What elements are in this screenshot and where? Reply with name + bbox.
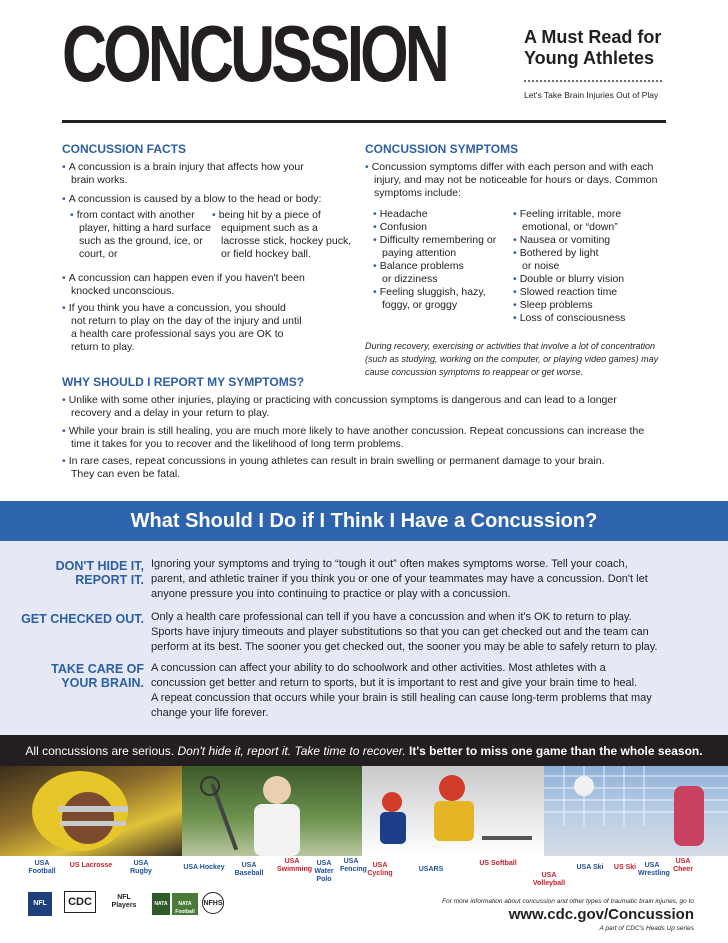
- row-text-brain-4: change your life forever.: [151, 707, 269, 719]
- row-text-report: [151, 557, 681, 602]
- fact-sub-right-3: lacrosse stick, hockey puck,: [221, 235, 352, 247]
- fact-sub-right-4: or field hockey ball.: [221, 248, 311, 260]
- symptom-item-cont: or dizziness: [382, 273, 438, 285]
- logo-usa-volleyball: USA Volleyball: [532, 872, 566, 887]
- why-bullet-3: [62, 455, 682, 481]
- logo-usa-ski: USA Ski: [576, 864, 604, 871]
- row-label-brain-2: YOUR BRAIN.: [61, 676, 144, 690]
- logo-usa-baseball: USA Baseball: [234, 862, 264, 877]
- row-text-brain: [151, 661, 681, 721]
- footer-series: A part of CDC's Heads Up series: [599, 925, 694, 932]
- logo-nfl-players: NFL Players: [111, 894, 137, 909]
- symptom-item-cont: or noise: [522, 260, 560, 272]
- volleyball-photo: [544, 766, 728, 856]
- symptom-item: • Feeling irritable, more: [513, 208, 678, 221]
- fact-sub-right-1: being hit by a piece of: [218, 209, 321, 221]
- row-text-brain-2: concussion get better and return to sports, but it is important to rest and give your brain time to heal.: [151, 677, 638, 689]
- symptom-item-cont: foggy, or groggy: [382, 299, 458, 311]
- fact-3-line-2: knocked unconscious.: [71, 285, 175, 297]
- fact-sub-right: [212, 209, 362, 261]
- symptom-item: • Balance problems: [373, 260, 513, 273]
- symptom-item-cont: emotional, or “down”: [522, 221, 618, 233]
- row-label-brain-1: TAKE CARE OF: [51, 662, 144, 676]
- symptom-item-cont: paying attention: [382, 247, 457, 259]
- fact-sub-left-4: court, or: [79, 248, 118, 260]
- tagline: Let's Take Brain Injuries Out of Play: [524, 90, 659, 100]
- footer-url[interactable]: www.cdc.gov/Concussion: [508, 906, 694, 923]
- header-rule: [62, 120, 666, 123]
- row-text-brain-1: A concussion can affect your ability to do schoolwork and other activities. Most athletes with a: [151, 662, 606, 674]
- symptoms-heading: CONCUSSION SYMPTOMS: [365, 142, 519, 156]
- symptoms-intro: [365, 161, 675, 200]
- recovery-note-2: (such as studying, working on the computer, or playing video games) may: [365, 354, 659, 364]
- logo-nfhs: NFHS: [202, 892, 224, 914]
- slogan-bar: [0, 735, 728, 766]
- subtitle: [524, 27, 661, 69]
- recovery-note-3: cause concussion symptoms to reappear or get worse.: [365, 367, 584, 377]
- row-label-report-2: REPORT IT.: [75, 573, 144, 587]
- logo-usa-rugby: USA Rugby: [130, 860, 152, 875]
- row-text-report-2: parent, and athletic trainer if you think you or one of your teammates may have a concussion. Don't let: [151, 573, 648, 585]
- symptoms-intro-2: injury, and may not be noticeable for hours or days. Common: [374, 174, 658, 186]
- fact-4-line-4: return to play.: [71, 341, 135, 353]
- fact-1-line-2: brain works.: [71, 174, 128, 186]
- symptoms-intro-1: Concussion symptoms differ with each person and with each: [371, 161, 654, 173]
- row-text-checked-2: Sports have injury timeouts and player substitutions so that you can get checked out and the team can: [151, 626, 649, 638]
- fact-sub-left-3: such as the ground, ice, or: [79, 235, 203, 247]
- hockey-photo: [362, 766, 544, 856]
- slogan-part-2: Don't hide it, report it. Take time to recover.: [177, 744, 406, 758]
- lacrosse-photo: [182, 766, 362, 856]
- page-title: CONCUSSION: [62, 9, 446, 98]
- why-3-line-1: In rare cases, repeat concussions in young athletes can result in brain swelling or permanent damage to your brain.: [68, 455, 605, 467]
- symptom-item: • Feeling sluggish, hazy,: [373, 286, 513, 299]
- slogan-part-3: It's better to miss one game than the whole season.: [405, 744, 703, 758]
- logo-nata: NATA: [152, 893, 170, 915]
- fact-3-line-1: A concussion can happen even if you haven't been: [68, 272, 305, 284]
- why-1-line-1: Unlike with some other injuries, playing or practicing with concussion symptoms is dangerous and can lead to a longer: [68, 394, 617, 406]
- symptoms-intro-3: symptoms include:: [374, 187, 461, 199]
- football-photo: [0, 766, 182, 856]
- why-2-line-1: While your brain is still healing, you are much more likely to have another concussion. Repeat concussions can increase the: [68, 425, 645, 437]
- fact-4-line-2: not return to play on the day of the injury and until: [71, 315, 302, 327]
- symptom-item: • Difficulty remembering or: [373, 234, 513, 247]
- row-label-report: [4, 559, 144, 587]
- fact-4-line-1: If you think you have a concussion, you should: [68, 302, 286, 314]
- header: [62, 9, 666, 118]
- what-band: [0, 501, 728, 541]
- photo-strip: [0, 766, 728, 856]
- logo-cdc: CDC: [64, 891, 96, 913]
- fact-sub-left-1: from contact with another: [76, 209, 195, 221]
- symptom-item: • Loss of consciousness: [513, 312, 678, 325]
- symptom-item: • Slowed reaction time: [513, 286, 678, 299]
- hockey-player-icon: [362, 766, 544, 856]
- logo-usa-wrestling: USA Wrestling: [638, 862, 670, 877]
- subtitle-line-1: A Must Read for: [524, 27, 662, 47]
- row-label-report-1: DON'T HIDE IT,: [55, 559, 144, 573]
- symptom-item: • Sleep problems: [513, 299, 678, 312]
- footer-note: For more information about concussion and other types of traumatic brain injuries, go to: [442, 898, 694, 905]
- symptom-item: • Bothered by light: [513, 247, 678, 260]
- logo-nata-football: NATA Football: [172, 893, 198, 915]
- subtitle-line-2: Young Athletes: [524, 48, 654, 68]
- symptom-item: • Nausea or vomiting: [513, 234, 678, 247]
- row-text-checked-3: perform at its best. The sooner you get checked out, the sooner you may be able to safely return to play.: [151, 641, 658, 653]
- fact-bullet-4: [62, 302, 362, 354]
- recovery-note: [365, 340, 685, 379]
- row-text-checked-1: Only a health care professional can tell if you have a concussion and when it's OK to return to play.: [151, 611, 632, 623]
- row-text-report-3: anyone pressure you into continuing to practice or play with a concussion.: [151, 588, 511, 600]
- why-3-line-2: They can even be fatal.: [71, 468, 181, 480]
- row-text-brain-3: A repeat concussion that occurs while your brain is still healing can cause long-term problems that may: [151, 692, 652, 704]
- logo-usa-water-polo: USA Water Polo: [314, 860, 334, 883]
- fact-bullet-1: [62, 161, 362, 187]
- logo-us-ski: US Ski: [613, 864, 637, 871]
- logo-usa-football: USA Football: [28, 860, 56, 875]
- fact-4-line-3: a health care professional says you are OK to: [71, 328, 284, 340]
- logo-usa-cycling: USA Cycling: [367, 862, 393, 877]
- lacrosse-player-icon: [182, 766, 362, 856]
- why-2-line-2: time it takes for you to recover and the likelihood of long term problems.: [71, 438, 404, 450]
- why-heading: WHY SHOULD I REPORT MY SYMPTOMS?: [62, 375, 305, 389]
- facts-heading: CONCUSSION FACTS: [62, 142, 187, 156]
- logo-usa-fencing: USA Fencing: [340, 858, 367, 873]
- symptoms-list-left: [373, 208, 513, 312]
- logo-usa-cheer: USA Cheer: [673, 858, 693, 873]
- symptoms-list-right: [513, 208, 678, 325]
- slogan-part-1: All concussions are serious.: [25, 744, 178, 758]
- logo-usars: USARS: [418, 866, 444, 873]
- why-bullet-1: [62, 394, 682, 420]
- logo-us-softball: US Softball: [479, 860, 517, 867]
- fact-sub-right-2: equipment such as a: [221, 222, 318, 234]
- row-text-report-1: Ignoring your symptoms and trying to “tough it out” often makes symptoms worse. Tell your coach,: [151, 558, 628, 570]
- dotted-divider: [524, 80, 662, 82]
- what-title: What Should I Do if I Think I Have a Concussion?: [130, 510, 598, 532]
- symptom-item: • Double or blurry vision: [513, 273, 678, 286]
- logo-usa-swimming: USA Swimming: [277, 858, 313, 873]
- fact-sub-left-2: player, hitting a hard surface: [79, 222, 211, 234]
- football-helmet-icon: [0, 766, 182, 856]
- row-text-checked: [151, 610, 681, 655]
- symptom-item: • Headache: [373, 208, 513, 221]
- row-label-checked: GET CHECKED OUT.: [21, 612, 144, 626]
- why-bullet-2: [62, 425, 682, 451]
- volleyball-net-icon: [544, 766, 728, 856]
- logo-usa-hockey: USA Hockey: [183, 864, 225, 871]
- slogan: [0, 744, 728, 758]
- fact-1-line-1: A concussion is a brain injury that affects how your: [68, 161, 304, 173]
- logo-us-lacrosse: US Lacrosse: [69, 862, 113, 869]
- recovery-note-1: During recovery, exercising or activities that involve a lot of concentration: [365, 341, 655, 351]
- fact-bullet-3: [62, 272, 362, 298]
- fact-bullet-2: • A concussion is caused by a blow to the head or body:: [62, 193, 362, 206]
- why-1-line-2: recovery and a delay in your return to play.: [71, 407, 270, 419]
- symptom-item: • Confusion: [373, 221, 513, 234]
- row-label-brain: [4, 662, 144, 690]
- fact-sub-left: [70, 209, 215, 261]
- logo-nfl: NFL: [28, 892, 52, 916]
